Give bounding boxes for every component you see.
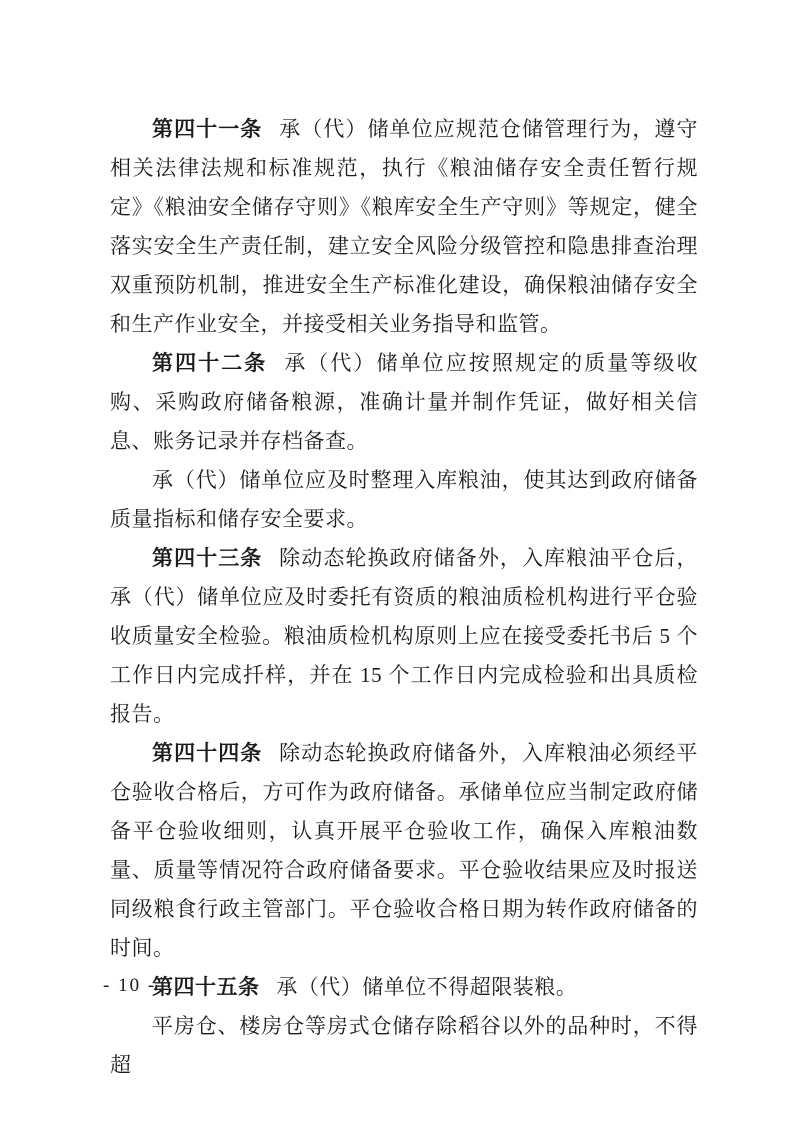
paragraph-article-41 [110,110,698,344]
article-44-text: 除动态轮换政府储备外，入库粮油必须经平仓验收合格后，方可作为政府储备。承储单位应当制定政府储备平仓验收细则，认真开展平仓验收工作，确保入库粮油数量、质量等情况符合政府储备要求。平仓验收结果应及时报送同级粮食行政主管部门。平仓验收合格日期为转作政府储备的时间。 [110,741,699,960]
document-body [110,110,698,1085]
article-43-text: 除动态轮换政府储备外，入库粮油平仓后，承（代）储单位应及时委托有资质的粮油质检机构进行平仓验收质量安全检验。粮油质检机构原则上应在接受委托书后 5 个工作日内完成扦样，并在 15 个工作日内完成检验和出具质检报告。 [110,546,699,726]
page-number: - 10 - [103,975,157,996]
article-44-heading: 第四十四条 [152,741,263,765]
paragraph-article-44 [110,734,698,968]
article-43-heading: 第四十三条 [152,546,263,570]
article-41-text: 承（代）储单位应规范仓储管理行为，遵守相关法律法规和标准规范，执行《粮油储存安全责任暂行规定》《粮油安全储存守则》《粮库安全生产守则》等规定，健全落实安全生产责任制，建立安全风险分级管控和隐患排查治理双重预防机制，推进安全生产标准化建设，确保粮油储存安全和生产作业安全，并接受相关业务指导和监管。 [110,117,699,336]
article-45-sub-text: 平房仓、楼房仓等房式仓储存除稻谷以外的品种时，不得超 [110,1014,698,1077]
article-45-heading: 第四十五条 [152,975,260,999]
article-42-text: 承（代）储单位应按照规定的质量等级收购、采购政府储备粮源，准确计量并制作凭证，做好相关信息、账务记录并存档备查。 [110,351,699,453]
paragraph-article-43 [110,539,698,734]
article-45-text: 承（代）储单位不得超限装粮。 [276,975,578,999]
article-42-heading: 第四十二条 [152,351,268,375]
paragraph-article-42 [110,344,698,461]
paragraph-article-45-sub [110,1007,698,1085]
paragraph-article-42-sub [110,461,698,539]
paragraph-article-45 [110,968,698,1007]
article-41-heading: 第四十一条 [152,117,263,141]
article-42-sub-text: 承（代）储单位应及时整理入库粮油，使其达到政府储备质量指标和储存安全要求。 [110,468,698,531]
